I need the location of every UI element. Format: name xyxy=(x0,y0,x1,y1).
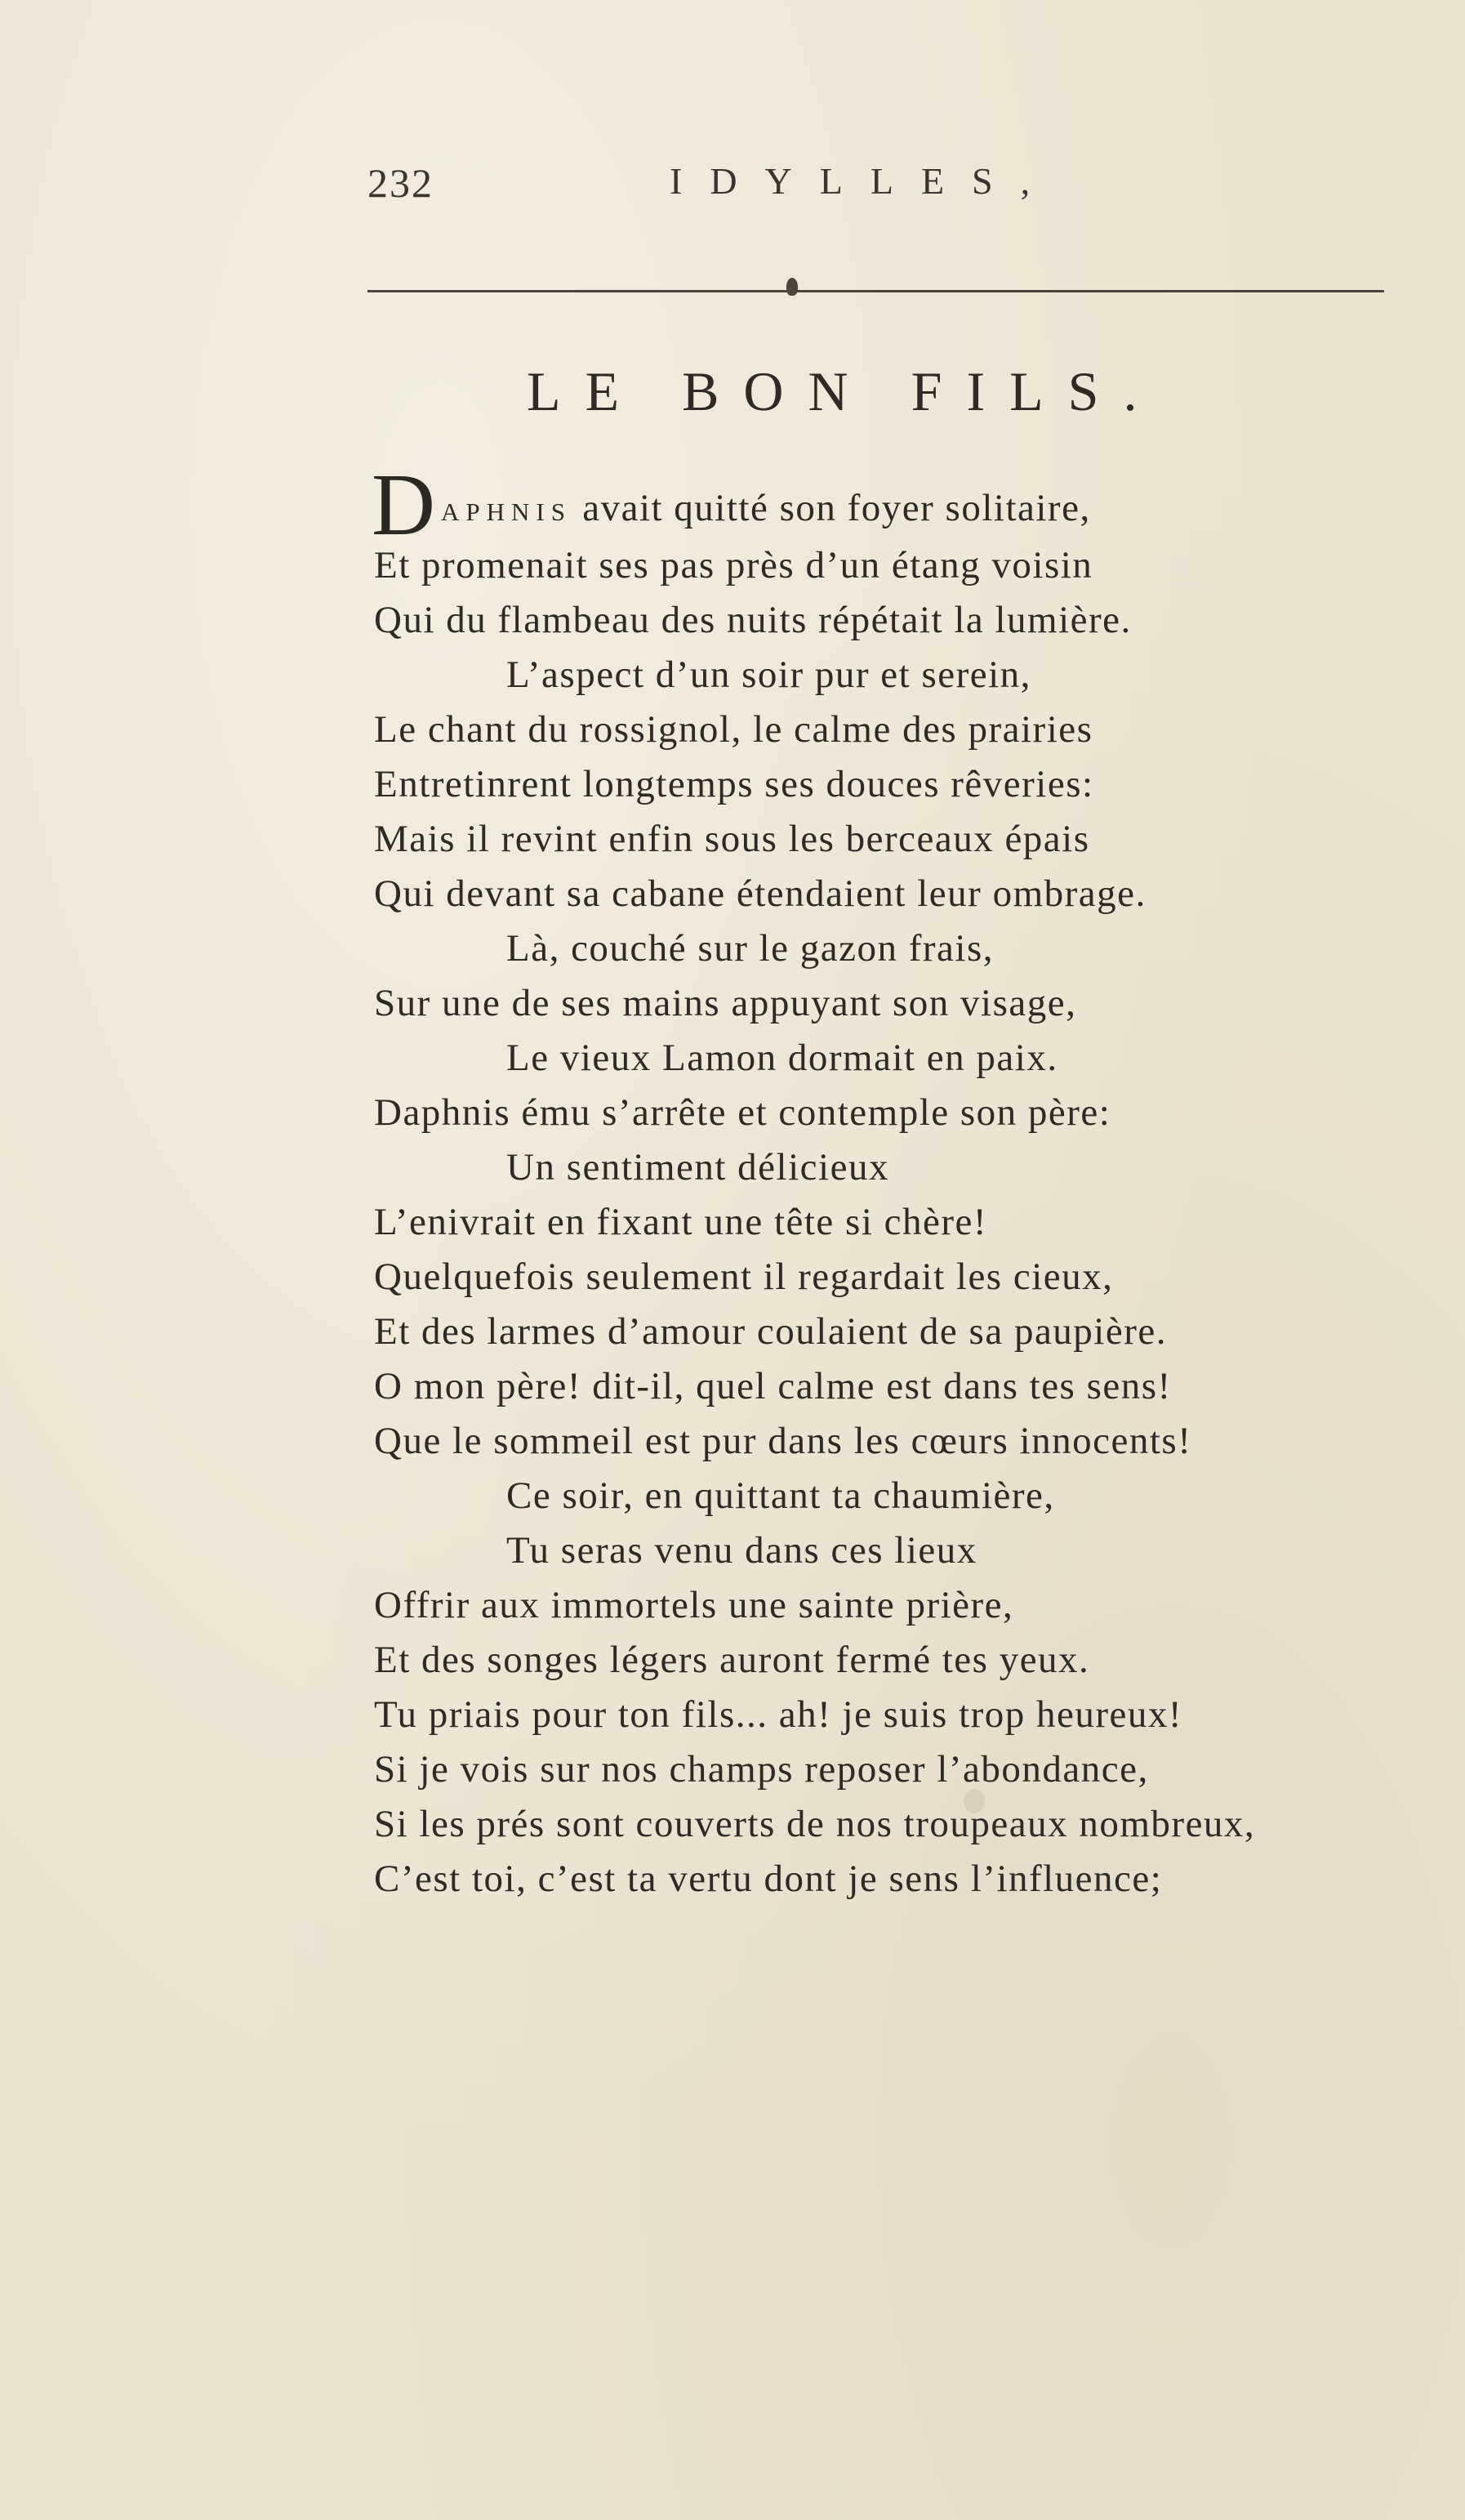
poem-line: L’enivrait en fixant une tête si chère! xyxy=(374,1201,988,1243)
poem-line: Ce soir, en quittant ta chaumière, xyxy=(506,1474,1055,1517)
poem-line: Et promenait ses pas près d’un étang voisin xyxy=(374,544,1093,587)
poem-line: Si je vois sur nos champs reposer l’abondance, xyxy=(374,1748,1149,1791)
poem-line: Là, couché sur le gazon frais, xyxy=(506,927,994,970)
poem-line: Tu priais pour ton fils... ah! je suis trop heureux! xyxy=(374,1693,1183,1736)
poem-line-1 xyxy=(441,486,1091,530)
poem-line: Qui du flambeau des nuits répétait la lumière. xyxy=(374,599,1132,641)
running-head: IDYLLES, xyxy=(670,160,1058,202)
page-number: 232 xyxy=(367,160,434,206)
poem-line: Le chant du rossignol, le calme des prairies xyxy=(374,708,1093,751)
poem-line: Et des songes légers auront fermé tes yeux. xyxy=(374,1639,1090,1681)
poem-line: L’aspect d’un soir pur et serein, xyxy=(506,653,1031,696)
poem-line: Quelquefois seulement il regardait les cieux, xyxy=(374,1256,1114,1298)
poem-line: Et des larmes d’amour coulaient de sa paupière. xyxy=(374,1310,1167,1353)
first-word-smallcaps: APHNIS xyxy=(441,497,572,526)
poem-line: Mais il revint enfin sous les berceaux épais xyxy=(374,818,1090,860)
poem-line: Daphnis ému s’arrête et contemple son père: xyxy=(374,1091,1111,1134)
poem-line: Tu seras venu dans ces lieux xyxy=(506,1529,977,1572)
poem-line: Offrir aux immortels une sainte prière, xyxy=(374,1584,1014,1626)
poem-line: Que le sommeil est pur dans les cœurs innocents! xyxy=(374,1420,1192,1462)
poem-line: Entretinrent longtemps ses douces rêveries: xyxy=(374,763,1094,805)
drop-cap: D xyxy=(372,457,435,554)
poem-line: Un sentiment délicieux xyxy=(506,1146,889,1189)
poem-line: C’est toi, c’est ta vertu dont je sens l’influence; xyxy=(374,1858,1163,1900)
poem-title: LE BON FILS. xyxy=(527,360,1162,422)
poem-line: Qui devant sa cabane étendaient leur ombrage. xyxy=(374,872,1147,915)
first-line-rest: avait quitté son foyer solitaire, xyxy=(571,487,1091,529)
poem-line: Sur une de ses mains appuyant son visage, xyxy=(374,982,1077,1024)
poem-line: Si les prés sont couverts de nos troupeaux nombreux, xyxy=(374,1803,1256,1845)
poem-line: Le vieux Lamon dormait en paix. xyxy=(506,1037,1058,1079)
poem-line: O mon père! dit-il, quel calme est dans tes sens! xyxy=(374,1365,1172,1407)
